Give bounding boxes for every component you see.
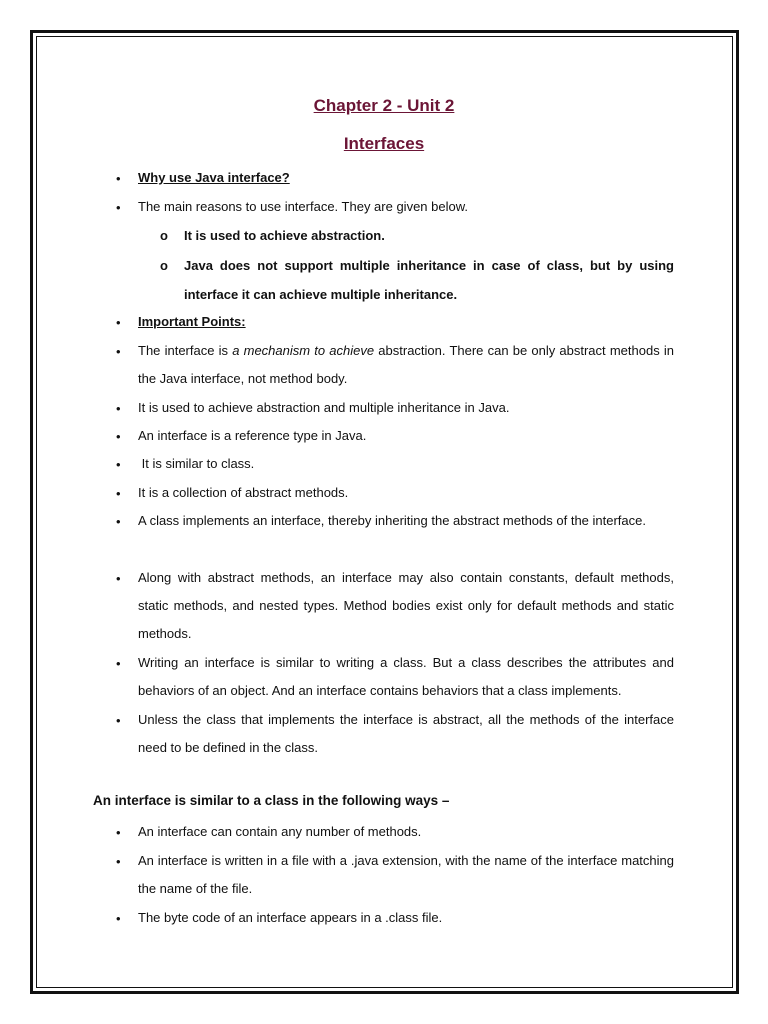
reason-item: It is used to achieve abstraction.	[184, 228, 385, 243]
point-item: Writing an interface is similar to writing a class. But a class describes the attributes and behaviors of an object. And an interface contains behaviors that a class implements.	[138, 655, 674, 698]
chapter-title: Chapter 2 - Unit 2	[313, 96, 455, 115]
bullet-icon	[116, 911, 126, 926]
bullet-icon	[116, 200, 126, 215]
bullet-icon	[116, 854, 126, 869]
bullet-icon	[116, 825, 126, 840]
point-item: It is used to achieve abstraction and multiple inheritance in Java.	[138, 400, 510, 415]
why-intro: The main reasons to use interface. They are given below.	[138, 199, 469, 214]
bullet-icon	[116, 571, 126, 586]
bullet-icon	[116, 344, 126, 359]
similar-item: The byte code of an interface appears in a .class file.	[138, 910, 443, 925]
bullet-icon	[116, 486, 126, 501]
bullet-icon	[116, 171, 126, 186]
why-heading: Why use Java interface?	[138, 170, 290, 185]
point-item: A class implements an interface, thereby inheriting the abstract methods of the interface.	[138, 513, 646, 528]
point-item: It is a collection of abstract methods.	[138, 485, 349, 500]
bullet-icon	[116, 401, 126, 416]
bullet-icon	[116, 514, 126, 529]
bullet-icon	[116, 656, 126, 671]
point-item	[138, 337, 674, 393]
point-item: Unless the class that implements the interface is abstract, all the methods of the interface need to be defined in the class.	[138, 712, 674, 755]
bullet-icon	[116, 315, 126, 330]
bullet-icon	[116, 457, 126, 472]
similar-item: An interface is written in a file with a .java extension, with the name of the interface matching the name of the file.	[138, 853, 674, 896]
sub-bullet-icon: o	[160, 258, 168, 273]
point-text: The interface is	[138, 343, 233, 358]
similar-heading: An interface is similar to a class in the following ways –	[93, 793, 450, 808]
reason-item: Java does not support multiple inheritance in case of class, but by using interface it can achieve multiple inheritance.	[184, 258, 674, 302]
point-text: abstraction. There can be only abstract methods in the Java interface, not method body.	[138, 343, 674, 386]
similar-item: An interface can contain any number of methods.	[138, 824, 422, 839]
sub-bullet-icon: o	[160, 228, 168, 243]
bullet-icon	[116, 713, 126, 728]
point-emphasis: a mechanism to achieve	[232, 343, 375, 358]
topic-title: Interfaces	[343, 134, 425, 153]
bullet-icon	[116, 429, 126, 444]
point-item: Along with abstract methods, an interface may also contain constants, default methods, static methods, and nested types. Method bodies exist only for default methods and static methods.	[138, 570, 674, 641]
important-heading: Important Points:	[138, 314, 246, 329]
point-item: It is similar to class.	[138, 456, 255, 471]
point-item: An interface is a reference type in Java.	[138, 428, 367, 443]
